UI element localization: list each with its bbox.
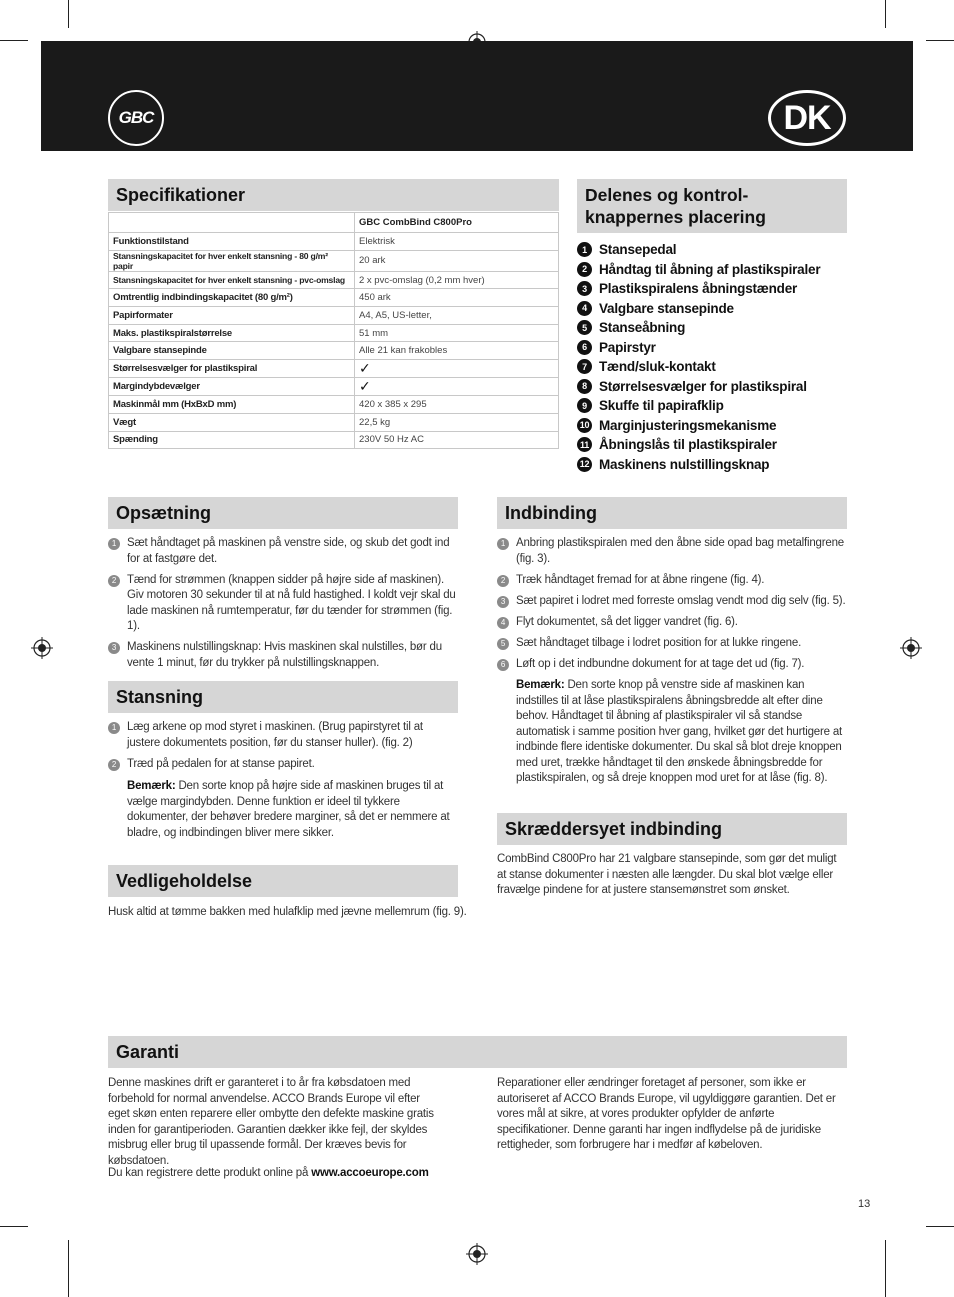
warranty-register	[108, 1166, 468, 1182]
part-label: Stansepedal	[599, 242, 677, 258]
page-number: 13	[858, 1198, 871, 1210]
registration-mark-icon	[31, 637, 53, 659]
step-text: Flyt dokumentet, så det ligger vandret (fig. 6).	[516, 615, 738, 628]
logo-text: GBC	[118, 108, 154, 127]
warranty-register-link[interactable]: www.accoeurope.com	[311, 1167, 429, 1179]
parts-list-item	[577, 338, 857, 358]
step-item	[108, 573, 458, 635]
part-number-badge: 3	[577, 281, 592, 296]
step-number-badge: 3	[108, 642, 120, 654]
spec-row	[109, 324, 559, 342]
maintenance-title-text: Vedligeholdelse	[116, 870, 253, 891]
warranty-register-prefix: Du kan registrere dette produkt online på	[108, 1167, 312, 1179]
part-number-badge: 10	[577, 418, 592, 433]
step-item	[497, 657, 847, 673]
spec-value: 230V 50 Hz AC	[355, 431, 559, 449]
step-text: Træk håndtaget fremad for at åbne ringene (fig. 4).	[516, 573, 765, 586]
step-number-badge: 4	[497, 617, 509, 629]
spec-value: ✓	[355, 378, 559, 396]
spec-row	[109, 396, 559, 414]
part-number-badge: 9	[577, 398, 592, 413]
step-item	[497, 615, 847, 631]
spec-row	[109, 342, 559, 360]
step-item	[108, 536, 458, 567]
spec-value: 20 ark	[355, 250, 559, 271]
spec-header-blank	[109, 213, 355, 233]
step-number-badge: 1	[108, 538, 120, 550]
step-item	[497, 536, 847, 567]
punching-note	[127, 779, 459, 841]
spec-value: Alle 21 kan frakobles	[355, 342, 559, 360]
step-item	[497, 573, 847, 589]
parts-list-item	[577, 455, 857, 475]
punching-title-text: Stansning	[116, 686, 204, 707]
spec-value: Elektrisk	[355, 233, 559, 251]
step-number-badge: 1	[108, 722, 120, 734]
spec-label: Maks. plastikspiralstørrelse	[109, 324, 355, 342]
part-label: Stanseåbning	[599, 320, 686, 336]
crop-mark	[0, 40, 28, 41]
language-badge	[768, 90, 846, 146]
part-label: Marginjusteringsmekanisme	[599, 417, 777, 433]
spec-label: Valgbare stansepinde	[109, 342, 355, 360]
spec-label: Papirformater	[109, 307, 355, 325]
binding-steps	[497, 536, 847, 678]
spec-value: A4, A5, US-letter,	[355, 307, 559, 325]
punching-note-label: Bemærk:	[127, 780, 176, 792]
gbc-logo	[108, 90, 164, 146]
step-item	[497, 594, 847, 610]
spec-label: Omtrentlig indbindingskapacitet (80 g/m²)	[109, 289, 355, 307]
binding-note	[516, 678, 848, 787]
warranty-right-text: Reparationer eller ændringer foretaget af personer, som ikke er autoriseret af ACCO Brands Europe, vil ugyldiggøre garantien. Det er vores mål at sikre, at vores produkter opfylder de anførte specifikationer. Denne garanti har ingen indflydelse på de juridiske rettigheder, som forbrugere har i medfør af købeloven.	[497, 1077, 836, 1151]
custom-title	[497, 813, 847, 845]
step-item	[108, 757, 458, 773]
maintenance-title	[108, 865, 458, 897]
step-item	[108, 720, 458, 751]
part-number-badge: 11	[577, 437, 592, 452]
spec-table	[108, 212, 559, 449]
parts-title	[577, 179, 847, 233]
binding-note-text: Den sorte knop på venstre side af maskinen kan indstilles til at låse plastikspiralens åbningsbredde alt efter dine behov. Håndtaget til åbning af plastikspiraler vil så standse automatisk i samme position hver gang, hvilket gør det hurtigere at indbinde flere identiske dokumenter. Du skal så blot dreje knoppen med uret, trække håndtaget til den ønskede åbningsbredde for plastikspiralen, og så dreje knoppen mod uret for at låse (fig. 8).	[516, 679, 843, 784]
parts-list	[577, 240, 857, 474]
spec-value: 51 mm	[355, 324, 559, 342]
language-badge-text: DK	[783, 98, 831, 137]
step-number-badge: 2	[108, 759, 120, 771]
crop-mark	[0, 1226, 28, 1227]
spec-label: Maskinmål mm (HxBxD mm)	[109, 396, 355, 414]
step-number-badge: 2	[108, 575, 120, 587]
spec-value: 2 x pvc-omslag (0,2 mm hver)	[355, 271, 559, 289]
registration-mark-icon	[900, 637, 922, 659]
crop-mark	[926, 40, 954, 41]
spec-value: 22,5 kg	[355, 413, 559, 431]
spec-title-text: Specifikationer	[116, 184, 246, 205]
punching-title	[108, 681, 458, 713]
parts-list-item	[577, 260, 857, 280]
step-text: Sæt håndtaget på maskinen på venstre side, og skub det godt ind for at fastgøre det.	[127, 537, 450, 565]
spec-label: Størrelsesvælger for plastikspiral	[109, 360, 355, 378]
parts-list-item	[577, 396, 857, 416]
parts-list-item	[577, 377, 857, 397]
punching-note-text: Den sorte knop på højre side af maskinen bruges til at vælge margindybden. Denne funktion er ideel til tykkere dokumenter, der behøver bredere marginer, så det er nemmere at bladre, og indbindingen bliver mere sikker.	[127, 780, 450, 839]
custom-title-text: Skræddersyet indbinding	[505, 818, 723, 839]
spec-label: Margindybdevælger	[109, 378, 355, 396]
spec-row	[109, 250, 559, 271]
spec-row	[109, 307, 559, 325]
warranty-title	[108, 1036, 847, 1068]
binding-title	[497, 497, 847, 529]
spec-row	[109, 233, 559, 251]
setup-steps	[108, 536, 458, 677]
step-text: Sæt håndtaget tilbage i lodret position for at lukke ringene.	[516, 636, 802, 649]
spec-header-row	[109, 213, 559, 233]
step-text: Træd på pedalen for at stanse papiret.	[127, 757, 315, 770]
part-label: Papirstyr	[599, 339, 656, 355]
step-text: Løft op i det indbundne dokument for at tage det ud (fig. 7).	[516, 657, 805, 670]
spec-value: 420 x 385 x 295	[355, 396, 559, 414]
part-label: Valgbare stansepinde	[599, 300, 734, 316]
parts-list-item	[577, 435, 857, 455]
step-text: Læg arkene op mod styret i maskinen. (Brug papirstyret til at justere dokumentets position, før du stanser huller). (fig. 2)	[127, 721, 423, 749]
setup-title	[108, 497, 458, 529]
binding-note-label: Bemærk:	[516, 679, 565, 691]
step-number-badge: 5	[497, 638, 509, 650]
part-label: Størrelsesvælger for plastikspiral	[599, 378, 807, 394]
part-number-badge: 8	[577, 379, 592, 394]
spec-value: ✓	[355, 360, 559, 378]
warranty-title-text: Garanti	[116, 1041, 180, 1062]
parts-list-item	[577, 279, 857, 299]
part-label: Skuffe til papirafklip	[599, 398, 724, 414]
step-text: Tænd for strømmen (knappen sidder på højre side af maskinen). Giv motoren 30 sekunder til at nå fuld hastighed. I koldt vejr skal du lade maskinen nå rumtemperatur, før du tænder for strømmen (fig. 1).	[127, 573, 456, 632]
part-number-badge: 7	[577, 359, 592, 374]
crop-mark	[885, 1240, 886, 1297]
spec-row	[109, 431, 559, 449]
step-number-badge: 6	[497, 659, 509, 671]
spec-label: Funktionstilstand	[109, 233, 355, 251]
warranty-left-text: Denne maskines drift er garanteret i to år fra købsdatoen med forbehold for normal anvendelse. ACCO Brands Europe vil efter eget skøn enten reparere eller ombytte den defekte maskine gratis inden for garantiperioden. Garantien dækker ikke fejl, der skyldes misbrug eller brug til upassende formål. Der kræves bevis for købsdatoen.	[108, 1077, 434, 1167]
step-text: Maskinens nulstillingsknap: Hvis maskinen skal nulstilles, bør du vente 1 minut, før du trykker på nulstillingsknappen.	[127, 641, 442, 669]
step-item	[497, 636, 847, 652]
setup-title-text: Opsætning	[116, 502, 211, 523]
parts-list-item	[577, 357, 857, 377]
part-label: Tænd/sluk-kontakt	[599, 359, 716, 375]
part-label: Håndtag til åbning af plastikspiraler	[599, 261, 821, 277]
spec-label: Stansningskapacitet for hver enkelt stansning - pvc-omslag	[109, 271, 355, 289]
crop-mark	[68, 0, 69, 28]
part-label: Plastikspiralens åbningstænder	[599, 281, 798, 297]
part-number-badge: 6	[577, 340, 592, 355]
part-label: Åbningslås til plastikspiraler	[599, 437, 777, 453]
crop-mark	[885, 0, 886, 28]
part-number-badge: 1	[577, 242, 592, 257]
spec-label: Spænding	[109, 431, 355, 449]
registration-mark-icon	[466, 1243, 488, 1265]
spec-row	[109, 271, 559, 289]
crop-mark	[68, 1240, 69, 1297]
step-number-badge: 2	[497, 575, 509, 587]
spec-row	[109, 413, 559, 431]
parts-list-item	[577, 318, 857, 338]
spec-row	[109, 289, 559, 307]
parts-list-item	[577, 240, 857, 260]
parts-title-line1: Delenes og kontrol-	[585, 185, 749, 205]
spec-row	[109, 360, 559, 378]
parts-list-item	[577, 416, 857, 436]
parts-list-item	[577, 299, 857, 319]
parts-title-line2: knappernes placering	[585, 207, 766, 227]
step-number-badge: 3	[497, 596, 509, 608]
part-number-badge: 12	[577, 457, 592, 472]
custom-text: CombBind C800Pro har 21 valgbare stansepinde, som gør det muligt at stanse dokumenter i næsten alle længder. Du skal blot vælge eller fravælge pindene for at justere stansemønstret som ønsket.	[497, 853, 837, 896]
spec-label: Vægt	[109, 413, 355, 431]
part-number-badge: 2	[577, 262, 592, 277]
binding-title-text: Indbinding	[505, 502, 597, 523]
crop-mark	[926, 1226, 954, 1227]
step-number-badge: 1	[497, 538, 509, 550]
punching-steps	[108, 720, 458, 778]
step-text: Sæt papiret i lodret med forreste omslag vendt mod dig selv (fig. 5).	[516, 594, 846, 607]
spec-value: 450 ark	[355, 289, 559, 307]
maintenance-text: Husk altid at tømme bakken med hulafklip med jævne mellemrum (fig. 9).	[108, 906, 467, 918]
part-label: Maskinens nulstillingsknap	[599, 456, 770, 472]
step-text: Anbring plastikspiralen med den åbne side opad bag metalfingrene (fig. 3).	[516, 537, 844, 565]
spec-model-header: GBC CombBind C800Pro	[355, 213, 559, 233]
spec-label: Stansningskapacitet for hver enkelt stansning - 80 g/m² papir	[109, 250, 355, 271]
part-number-badge: 5	[577, 320, 592, 335]
step-item	[108, 640, 458, 671]
spec-title	[108, 179, 559, 211]
part-number-badge: 4	[577, 301, 592, 316]
spec-row	[109, 378, 559, 396]
